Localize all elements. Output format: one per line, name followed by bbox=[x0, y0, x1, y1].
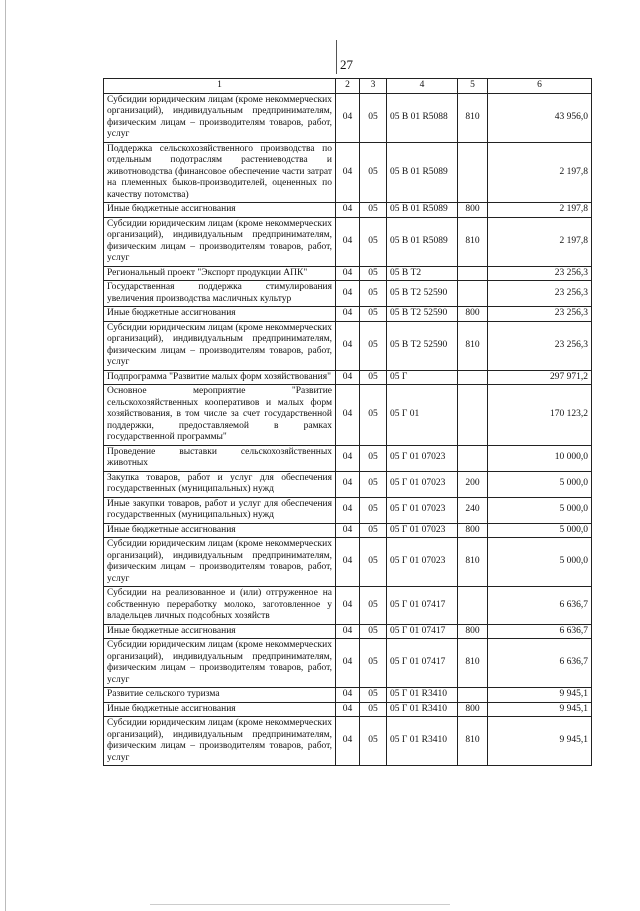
row-amount-cell: 5 000,0 bbox=[488, 523, 592, 538]
row-section-cell: 04 bbox=[336, 321, 360, 370]
row-section-cell: 04 bbox=[336, 142, 360, 203]
table-row bbox=[104, 639, 592, 688]
row-section-cell: 04 bbox=[336, 370, 360, 385]
row-target-code-cell: 05 В Т2 52590 bbox=[387, 307, 458, 322]
table-row bbox=[104, 281, 592, 307]
row-expense-type-cell: 800 bbox=[458, 307, 488, 322]
row-expense-type-cell bbox=[458, 266, 488, 281]
row-name-cell: Поддержка сельскохозяйственного производства по отдельным подотраслям растениеводства и животноводства (финансовое обеспечение части затрат на племенных быков-производителей, оцененных по качеству потомства) bbox=[104, 142, 336, 203]
header-cell: 4 bbox=[387, 79, 458, 94]
table-row bbox=[104, 702, 592, 717]
row-expense-type-cell bbox=[458, 587, 488, 625]
row-subsection-cell: 05 bbox=[360, 370, 387, 385]
header-cell: 3 bbox=[360, 79, 387, 94]
row-amount-cell: 2 197,8 bbox=[488, 203, 592, 218]
row-amount-cell: 5 000,0 bbox=[488, 497, 592, 523]
table-row bbox=[104, 217, 592, 266]
footer-line bbox=[150, 904, 450, 905]
row-subsection-cell: 05 bbox=[360, 142, 387, 203]
row-name-cell: Проведение выставки сельскохозяйственных животных bbox=[104, 445, 336, 471]
row-section-cell: 04 bbox=[336, 471, 360, 497]
row-section-cell: 04 bbox=[336, 523, 360, 538]
table-row bbox=[104, 385, 592, 446]
row-expense-type-cell: 800 bbox=[458, 702, 488, 717]
row-subsection-cell: 05 bbox=[360, 717, 387, 766]
table-row bbox=[104, 321, 592, 370]
row-amount-cell: 2 197,8 bbox=[488, 142, 592, 203]
row-target-code-cell: 05 В Т2 52590 bbox=[387, 281, 458, 307]
row-subsection-cell: 05 bbox=[360, 266, 387, 281]
table-body bbox=[104, 93, 592, 766]
row-amount-cell: 6 636,7 bbox=[488, 639, 592, 688]
row-name-cell: Субсидии на реализованное и (или) отгруженное на собственную переработку молоко, заготовленное у владельцев личных подсобных хозяйств bbox=[104, 587, 336, 625]
row-section-cell: 04 bbox=[336, 639, 360, 688]
row-expense-type-cell bbox=[458, 370, 488, 385]
row-name-cell: Иные бюджетные ассигнования bbox=[104, 203, 336, 218]
row-target-code-cell: 05 Г 01 07023 bbox=[387, 471, 458, 497]
row-subsection-cell: 05 bbox=[360, 203, 387, 218]
row-name-cell: Иные бюджетные ассигнования bbox=[104, 702, 336, 717]
row-amount-cell: 9 945,1 bbox=[488, 702, 592, 717]
row-subsection-cell: 05 bbox=[360, 523, 387, 538]
row-target-code-cell: 05 Г 01 bbox=[387, 385, 458, 446]
row-section-cell: 04 bbox=[336, 217, 360, 266]
row-subsection-cell: 05 bbox=[360, 471, 387, 497]
row-target-code-cell: 05 Г 01 07023 bbox=[387, 445, 458, 471]
table-row bbox=[104, 497, 592, 523]
row-subsection-cell: 05 bbox=[360, 307, 387, 322]
row-subsection-cell: 05 bbox=[360, 688, 387, 703]
row-target-code-cell: 05 Г 01 R3410 bbox=[387, 702, 458, 717]
row-section-cell: 04 bbox=[336, 266, 360, 281]
row-expense-type-cell: 800 bbox=[458, 624, 488, 639]
row-amount-cell: 10 000,0 bbox=[488, 445, 592, 471]
row-section-cell: 04 bbox=[336, 385, 360, 446]
row-expense-type-cell: 810 bbox=[458, 639, 488, 688]
row-section-cell: 04 bbox=[336, 587, 360, 625]
row-amount-cell: 6 636,7 bbox=[488, 587, 592, 625]
row-subsection-cell: 05 bbox=[360, 281, 387, 307]
row-expense-type-cell: 810 bbox=[458, 538, 488, 587]
row-section-cell: 04 bbox=[336, 538, 360, 587]
row-expense-type-cell: 810 bbox=[458, 93, 488, 142]
row-target-code-cell: 05 Г bbox=[387, 370, 458, 385]
row-amount-cell: 23 256,3 bbox=[488, 266, 592, 281]
row-expense-type-cell: 810 bbox=[458, 717, 488, 766]
row-name-cell: Субсидии юридическим лицам (кроме некоммерческих организаций), индивидуальным предпринимателям, физическим лицам – производителям товаров, работ, услуг bbox=[104, 639, 336, 688]
row-section-cell: 04 bbox=[336, 93, 360, 142]
table-row bbox=[104, 624, 592, 639]
row-name-cell: Государственная поддержка стимулирования увеличения производства масличных культур bbox=[104, 281, 336, 307]
row-name-cell: Иные бюджетные ассигнования bbox=[104, 307, 336, 322]
row-subsection-cell: 05 bbox=[360, 587, 387, 625]
row-name-cell: Субсидии юридическим лицам (кроме некоммерческих организаций), индивидуальным предпринимателям, физическим лицам – производителям товаров, работ, услуг bbox=[104, 93, 336, 142]
row-expense-type-cell bbox=[458, 688, 488, 703]
header-cell: 1 bbox=[104, 79, 336, 94]
row-name-cell: Подпрограмма "Развитие малых форм хозяйствования" bbox=[104, 370, 336, 385]
row-target-code-cell: 05 Г 01 07023 bbox=[387, 538, 458, 587]
table-row bbox=[104, 538, 592, 587]
header-cell: 2 bbox=[336, 79, 360, 94]
row-amount-cell: 43 956,0 bbox=[488, 93, 592, 142]
row-expense-type-cell bbox=[458, 142, 488, 203]
row-amount-cell: 23 256,3 bbox=[488, 307, 592, 322]
table-row bbox=[104, 203, 592, 218]
row-target-code-cell: 05 Г 01 07417 bbox=[387, 639, 458, 688]
row-amount-cell: 9 945,1 bbox=[488, 717, 592, 766]
header-cell: 5 bbox=[458, 79, 488, 94]
row-target-code-cell: 05 Г 01 07417 bbox=[387, 587, 458, 625]
row-expense-type-cell: 800 bbox=[458, 203, 488, 218]
table-row bbox=[104, 471, 592, 497]
row-expense-type-cell: 800 bbox=[458, 523, 488, 538]
row-target-code-cell: 05 В 01 R5089 bbox=[387, 203, 458, 218]
table-row bbox=[104, 307, 592, 322]
row-name-cell: Субсидии юридическим лицам (кроме некоммерческих организаций), индивидуальным предпринимателям, физическим лицам – производителям товаров, работ, услуг bbox=[104, 321, 336, 370]
row-subsection-cell: 05 bbox=[360, 702, 387, 717]
row-amount-cell: 9 945,1 bbox=[488, 688, 592, 703]
row-section-cell: 04 bbox=[336, 702, 360, 717]
row-target-code-cell: 05 Г 01 R3410 bbox=[387, 717, 458, 766]
table-row bbox=[104, 523, 592, 538]
row-target-code-cell: 05 В 01 R5088 bbox=[387, 93, 458, 142]
row-expense-type-cell bbox=[458, 445, 488, 471]
row-amount-cell: 170 123,2 bbox=[488, 385, 592, 446]
budget-table bbox=[103, 78, 592, 766]
row-subsection-cell: 05 bbox=[360, 321, 387, 370]
row-target-code-cell: 05 Г 01 R3410 bbox=[387, 688, 458, 703]
page-number: 27 bbox=[340, 57, 353, 72]
row-amount-cell: 297 971,2 bbox=[488, 370, 592, 385]
row-subsection-cell: 05 bbox=[360, 385, 387, 446]
table-row bbox=[104, 445, 592, 471]
row-subsection-cell: 05 bbox=[360, 497, 387, 523]
row-section-cell: 04 bbox=[336, 281, 360, 307]
table-row bbox=[104, 370, 592, 385]
row-expense-type-cell bbox=[458, 385, 488, 446]
row-target-code-cell: 05 В 01 R5089 bbox=[387, 142, 458, 203]
row-subsection-cell: 05 bbox=[360, 217, 387, 266]
row-section-cell: 04 bbox=[336, 203, 360, 218]
row-section-cell: 04 bbox=[336, 307, 360, 322]
row-subsection-cell: 05 bbox=[360, 624, 387, 639]
row-expense-type-cell: 810 bbox=[458, 321, 488, 370]
row-expense-type-cell: 200 bbox=[458, 471, 488, 497]
row-section-cell: 04 bbox=[336, 445, 360, 471]
row-target-code-cell: 05 В Т2 52590 bbox=[387, 321, 458, 370]
row-name-cell: Субсидии юридическим лицам (кроме некоммерческих организаций), индивидуальным предпринимателям, физическим лицам – производителям товаров, работ, услуг bbox=[104, 538, 336, 587]
row-section-cell: 04 bbox=[336, 624, 360, 639]
row-name-cell: Иные бюджетные ассигнования bbox=[104, 624, 336, 639]
row-name-cell: Субсидии юридическим лицам (кроме некоммерческих организаций), индивидуальным предпринимателям, физическим лицам – производителям товаров, работ, услуг bbox=[104, 717, 336, 766]
row-name-cell: Закупка товаров, работ и услуг для обеспечения государственных (муниципальных) нужд bbox=[104, 471, 336, 497]
table-row bbox=[104, 266, 592, 281]
table-row bbox=[104, 142, 592, 203]
row-target-code-cell: 05 Г 01 07417 bbox=[387, 624, 458, 639]
row-target-code-cell: 05 В Т2 bbox=[387, 266, 458, 281]
row-name-cell: Иные бюджетные ассигнования bbox=[104, 523, 336, 538]
row-amount-cell: 23 256,3 bbox=[488, 281, 592, 307]
row-section-cell: 04 bbox=[336, 688, 360, 703]
row-subsection-cell: 05 bbox=[360, 445, 387, 471]
row-target-code-cell: 05 Г 01 07023 bbox=[387, 523, 458, 538]
table-header-row bbox=[104, 79, 592, 94]
row-amount-cell: 5 000,0 bbox=[488, 471, 592, 497]
row-name-cell: Развитие сельского туризма bbox=[104, 688, 336, 703]
row-name-cell: Иные закупки товаров, работ и услуг для обеспечения государственных (муниципальных) нужд bbox=[104, 497, 336, 523]
row-amount-cell: 5 000,0 bbox=[488, 538, 592, 587]
binding-edge-line bbox=[5, 0, 6, 911]
row-target-code-cell: 05 Г 01 07023 bbox=[387, 497, 458, 523]
row-name-cell: Субсидии юридическим лицам (кроме некоммерческих организаций), индивидуальным предпринимателям, физическим лицам – производителям товаров, работ, услуг bbox=[104, 217, 336, 266]
table-row bbox=[104, 717, 592, 766]
table-row bbox=[104, 688, 592, 703]
row-name-cell: Региональный проект "Экспорт продукции АПК" bbox=[104, 266, 336, 281]
row-target-code-cell: 05 В 01 R5089 bbox=[387, 217, 458, 266]
table-row bbox=[104, 587, 592, 625]
row-amount-cell: 6 636,7 bbox=[488, 624, 592, 639]
row-subsection-cell: 05 bbox=[360, 93, 387, 142]
row-section-cell: 04 bbox=[336, 717, 360, 766]
row-expense-type-cell: 240 bbox=[458, 497, 488, 523]
margin-mark bbox=[336, 40, 337, 74]
row-section-cell: 04 bbox=[336, 497, 360, 523]
row-name-cell: Основное мероприятие "Развитие сельскохозяйственных кооперативов и малых форм хозяйствования, в том числе за счет государственной поддержки, предоставляемой в рамках государственной программы" bbox=[104, 385, 336, 446]
row-subsection-cell: 05 bbox=[360, 538, 387, 587]
row-expense-type-cell: 810 bbox=[458, 217, 488, 266]
header-cell: 6 bbox=[488, 79, 592, 94]
row-expense-type-cell bbox=[458, 281, 488, 307]
row-amount-cell: 23 256,3 bbox=[488, 321, 592, 370]
row-amount-cell: 2 197,8 bbox=[488, 217, 592, 266]
table-row bbox=[104, 93, 592, 142]
row-subsection-cell: 05 bbox=[360, 639, 387, 688]
